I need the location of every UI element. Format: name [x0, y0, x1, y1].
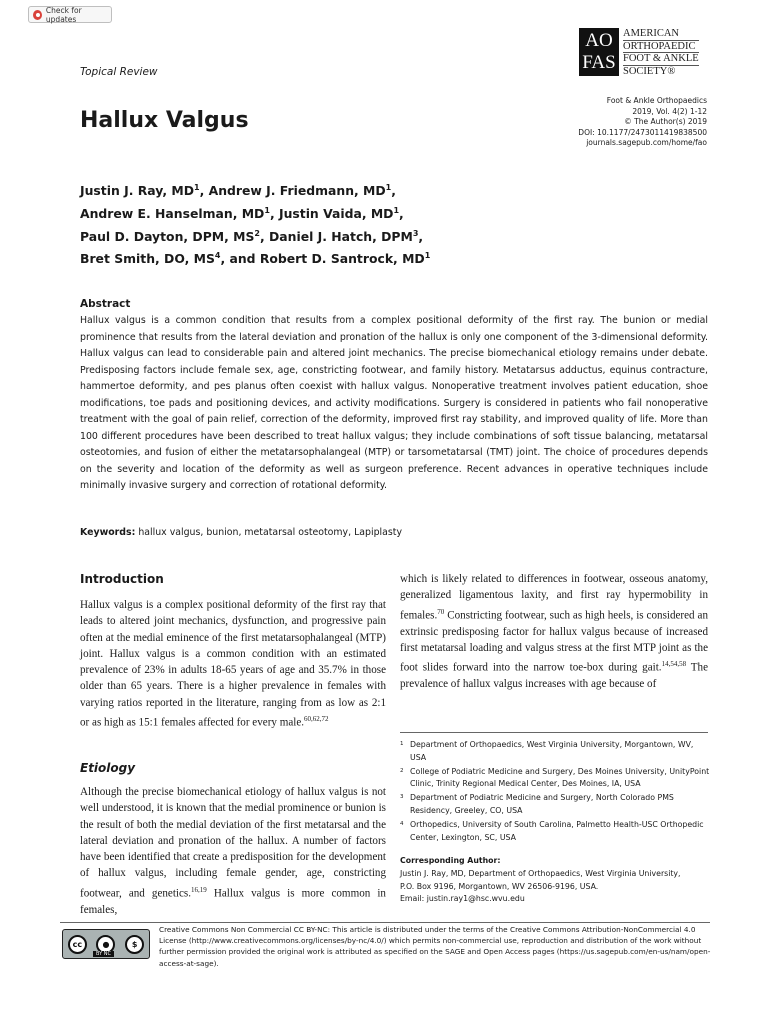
corresponding-author-line: P.O. Box 9196, Morgantown, WV 26506-9196, USA.	[400, 881, 599, 891]
author-line	[80, 178, 430, 201]
keywords-list: hallux valgus, bunion, metatarsal osteotomy, Lapiplasty	[135, 527, 402, 538]
journal-url[interactable]: journals.sagepub.com/home/fao	[586, 138, 707, 148]
etiology-text-continued: Hallux valgus is more common in females,	[80, 887, 386, 916]
aofas-logo	[579, 28, 699, 77]
corresponding-author	[400, 855, 710, 906]
author-line	[80, 201, 430, 224]
update-icon	[33, 10, 42, 20]
noncommercial-icon: $	[125, 935, 144, 954]
citation[interactable]: 60,62,72	[304, 715, 329, 724]
affiliations-divider	[400, 732, 708, 733]
abstract-heading: Abstract	[80, 298, 131, 310]
etiology-text: Although the precise biomechanical etiology of hallux valgus is not well understood, it is known that the medial prominence or bunion is the result of both the medial deviation of the first metatarsal and the lateral deviation and pronation of the hallux. A number of factors have been identified that create a predisposition for the development of hallux valgus, including female gender, age, constricting footwear, and genetics.	[80, 786, 386, 900]
affiliation	[400, 792, 710, 818]
society-name-line: AMERICAN	[623, 28, 699, 41]
journal-volume: 2019, Vol. 4(2) 1-12	[632, 106, 707, 116]
body-text: which is likely related to differences in footwear, osseous anatomy, generalized ligamentous laxity, and first ray hypermobility in females.	[400, 573, 708, 622]
corresponding-author-heading: Corresponding Author:	[400, 856, 501, 865]
corresponding-author-line: Justin J. Ray, MD, Department of Orthopaedics, West Virginia University,	[400, 868, 681, 878]
body-text: Constricting footwear, such as high heels, is considered an extrinsic predisposing factor for hallux valgus because of increased first metatarsal loading and valgus stress at the first MTP joint as the foot slides forward into the narrow toe-box during gait.	[400, 609, 708, 674]
corresponding-author-email[interactable]: Email: justin.ray1@hsc.wvu.edu	[400, 894, 525, 904]
affiliation-text: College of Podiatric Medicine and Surgery, Des Moines University, UnityPoint Clinic, Trinity Regional Medical Center, Des Moines, IA, USA	[410, 766, 710, 789]
author-name: , and Robert D. Santrock, MD	[220, 251, 425, 267]
affiliation-text: Orthopedics, University of South Carolina, Palmetto Health-USC Orthopedic Center, Lexington, SC, USA	[410, 819, 704, 842]
aofas-logo-mark	[579, 28, 619, 76]
author-line	[80, 224, 430, 247]
check-for-updates-label: Check for updates	[45, 5, 82, 24]
separator: ,	[418, 228, 424, 244]
introduction-text: Hallux valgus is a complex positional deformity of the first ray that leads to altered joint mechanics, dysfunction, and progressive pain often at the medial eminence of the first metatarsophalangeal (MTP) joint. Hallux valgus is a common condition with an estimated prevalence of 23% in adults 18-65 years of age and 35.7% in those older than 65 years. There is a higher prevalence in females with varying ratios reported in the literature, ranging from as low as 2:1 or as high as 15:1 females affected for every male.	[80, 599, 386, 729]
author-name: Andrew E. Hanselman, MD	[80, 205, 265, 221]
doi[interactable]: DOI: 10.1177/2473011419838500	[578, 127, 707, 137]
author-name: Justin J. Ray, MD	[80, 183, 195, 199]
society-name	[623, 28, 699, 77]
separator: ,	[399, 205, 404, 221]
affiliation-marker: 2	[254, 228, 260, 238]
cc-icon: cc	[68, 935, 87, 954]
citation[interactable]: 14,54,58	[661, 660, 687, 669]
affiliation-marker: 1	[424, 251, 431, 261]
introduction-heading: Introduction	[80, 572, 164, 586]
society-name-line: FOOT & ANKLE	[623, 53, 699, 64]
journal-info	[578, 96, 707, 149]
separator: ,	[391, 183, 396, 199]
journal-name: Foot & Ankle Orthopaedics	[606, 96, 707, 105]
check-for-updates-button[interactable]	[28, 6, 112, 23]
affiliation-number: 1	[400, 741, 404, 747]
copyright: © The Author(s) 2019	[624, 117, 707, 127]
affiliation-marker: 4	[214, 251, 221, 261]
keywords	[80, 527, 402, 538]
affiliation-marker: 3	[412, 228, 419, 238]
author-name: , Daniel J. Hatch, DPM	[259, 228, 413, 244]
logo-mark-top: AO	[585, 30, 613, 51]
affiliation-marker: 1	[385, 183, 392, 192]
citation[interactable]: 70	[437, 607, 445, 616]
affiliation	[400, 819, 710, 845]
citation[interactable]: 16,19	[191, 885, 207, 894]
author-name: Bret Smith, DO, MS	[80, 251, 215, 267]
article-title: Hallux Valgus	[80, 108, 249, 133]
affiliations	[400, 739, 710, 845]
abstract-body: Hallux valgus is a common condition that results from a complex positional deformity of the first ray. The bunion or medial prominence that results from the lateral deviation and pronation of the hallux is only one component of the 3-dimensional deformity. Hallux valgus can lead to considerable pain and altered joint mechanics. The precise biomechanical etiology remains under debate. Predisposing factors include female sex, age, constricting footwear, and family history. Metatarsus adductus, equinus contracture, hammertoe deformity, and pes planus often coexist with hallux valgus. Nonoperative treatment involves patient education, shoe modifications, toe pads and positioning devices, and activity modifications. Surgery is considered in patients who fail nonoperative treatment with the goal of pain relief, correction of the deformity, improved first ray stability, and improved quality of life. More than 100 different procedures have been described to treat hallux valgus; they include combinations of soft tissue balancing, metatarsal osteotomies, and fusion of either the metatarsophalangeal (MTP) or tarsometatarsal (TMT) joint. The choice of procedures depends on the severity and location of the deformity as well as surgeon preference. Recent advances in operative techniques include minimally invasive surgery and correction of rotational deformity.	[80, 315, 708, 491]
affiliation-text: Department of Orthopaedics, West Virginia University, Morgantown, WV, USA	[410, 740, 694, 762]
etiology-heading: Etiology	[80, 761, 136, 775]
society-name-line: SOCIETY®	[623, 65, 676, 77]
logo-mark-bottom: FAS	[582, 52, 616, 73]
affiliation-marker: 1	[393, 205, 400, 215]
affiliation	[400, 766, 710, 792]
keywords-label: Keywords:	[80, 527, 136, 538]
introduction-body	[80, 597, 386, 731]
etiology-body	[80, 784, 386, 918]
affiliation-number: 3	[400, 794, 404, 801]
cc-badge-labels: BY NC	[93, 951, 114, 957]
affiliation-text: Department of Podiatric Medicine and Surgery, North Colorado PMS Residency, Greeley, CO, USA	[410, 793, 674, 815]
society-name-line: ORTHOPAEDIC	[623, 41, 699, 54]
right-column-body	[400, 571, 708, 692]
body-text: The prevalence of hallux valgus increases with age because of	[400, 661, 708, 691]
affiliation-number: 4	[400, 820, 404, 827]
attribution-icon: ●	[96, 935, 115, 954]
author-name: Paul D. Dayton, DPM, MS	[80, 228, 255, 244]
affiliation-number: 2	[400, 767, 404, 774]
license-text: Creative Commons Non Commercial CC BY-NC: This article is distributed under the terms of the Creative Commons Attribution-NonCommercial 4.0 License (http://www.creativecommons.org/licenses/by-nc/4.0/) which permits non-commercial use, reproduction and distribution of the work without further permission provided the original work is attributed as specified on the SAGE and Open Access pages (https://us.sagepub.com/en-us/nam/open-access-at-sage).	[159, 925, 711, 968]
author-list	[80, 178, 430, 269]
affiliation-marker: 1	[194, 183, 200, 192]
affiliation	[400, 739, 710, 765]
author-name: , Justin Vaida, MD	[269, 205, 394, 221]
cc-by-nc-badge[interactable]	[62, 929, 150, 959]
footer-divider	[60, 922, 710, 923]
affiliation-marker: 1	[264, 205, 270, 215]
author-line	[80, 246, 430, 269]
section-label: Topical Review	[80, 66, 158, 78]
author-name: , Andrew J. Friedmann, MD	[199, 183, 386, 199]
